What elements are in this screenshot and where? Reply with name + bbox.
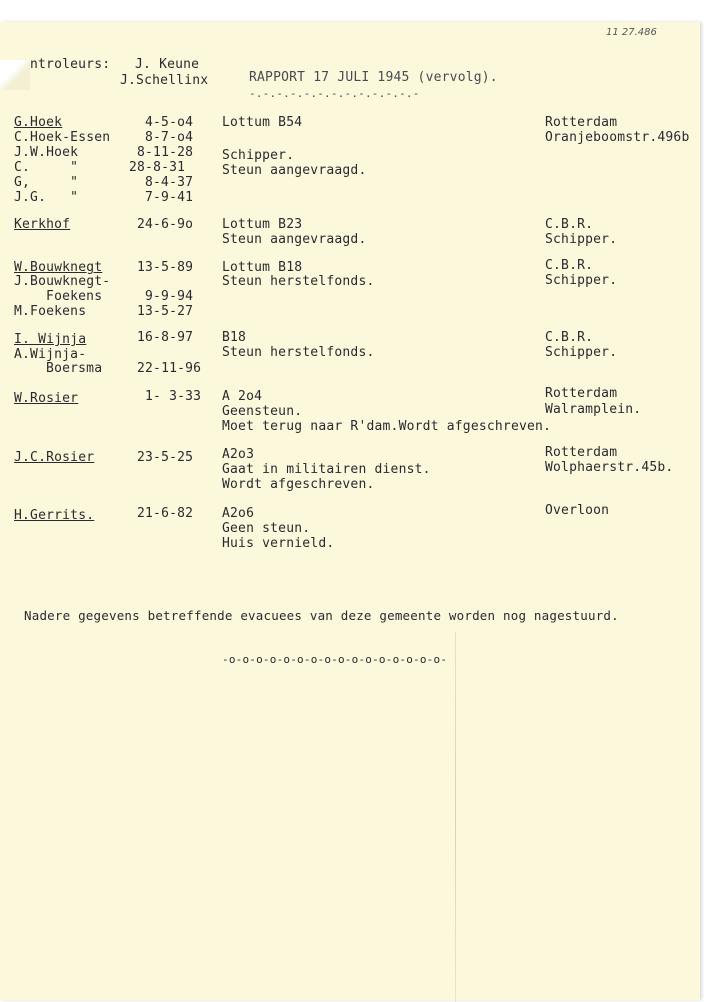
entry-date: 4-5-o4	[145, 115, 194, 130]
entry-location: Wolphaerstr.45b.	[545, 460, 674, 475]
entry-location: Rotterdam	[545, 386, 618, 401]
entry-name: C. "	[14, 160, 79, 175]
entry-date: 23-5-25	[137, 450, 194, 465]
entry-location: Oranjeboomstr.496b	[545, 130, 690, 145]
entry-location: C.B.R.	[545, 217, 594, 232]
entry-location: Schipper.	[545, 345, 618, 360]
entry-info: A 2o4	[222, 389, 263, 404]
footer-rule: -o-o-o-o-o-o-o-o-o-o-o-o-o-o-o-o-	[222, 653, 448, 666]
entry-info: Gaat in militairen dienst.	[222, 462, 431, 477]
entry-name: M.Foekens	[14, 304, 87, 319]
entry-date: 8-4-37	[145, 175, 194, 190]
entry-name: J.C.Rosier	[14, 450, 95, 465]
controller-name-1: J. Keune	[135, 57, 200, 72]
entry-location: Schipper.	[545, 232, 618, 247]
archive-stamp: 11 27.486	[606, 27, 657, 38]
entry-info: B18	[222, 330, 247, 345]
entry-info: Moet terug naar R'dam.Wordt afgeschreven.	[222, 419, 552, 434]
entry-info: Geen steun.	[222, 521, 311, 536]
entry-date: 24-6-9o	[137, 217, 194, 232]
entry-name: Boersma	[30, 361, 103, 376]
entry-location: Schipper.	[545, 273, 618, 288]
entry-date: 9-9-94	[145, 289, 194, 304]
controllers-label: ntroleurs:	[30, 57, 111, 72]
entry-name: G.Hoek	[14, 115, 63, 130]
entry-date: 13-5-27	[137, 304, 194, 319]
entry-info: Lottum B54	[222, 115, 303, 130]
entry-name: I. Wijnja	[14, 332, 87, 347]
entry-name: H.Gerrits.	[14, 508, 95, 523]
entry-date: 16-8-97	[137, 330, 194, 345]
report-title: RAPPORT 17 JULI 1945 (vervolg).	[249, 70, 498, 85]
entry-date: 7-9-41	[145, 190, 194, 205]
entry-name: J.G. "	[14, 190, 79, 205]
entry-location: Rotterdam	[545, 445, 618, 460]
entry-name: J.W.Hoek	[14, 145, 79, 160]
entry-date: 21-6-82	[137, 506, 194, 521]
paper-fold	[0, 60, 30, 90]
entry-info: Steun aangevraagd.	[222, 163, 367, 178]
entry-name: W.Bouwknegt	[14, 260, 103, 275]
entry-date: 22-11-96	[137, 361, 202, 376]
footer-note: Nadere gegevens betreffende evacuees van deze gemeente worden nog nagestuurd.	[24, 608, 619, 623]
entry-name: Foekens	[30, 289, 103, 304]
entry-info: Steun herstelfonds.	[222, 345, 375, 360]
entry-name: W.Rosier	[14, 391, 79, 406]
entry-date: 13-5-89	[137, 260, 194, 275]
entry-info: Huis vernield.	[222, 536, 335, 551]
entry-location: Overloon	[545, 503, 610, 518]
entry-date: 28-8-31	[129, 160, 186, 175]
entry-name: C.Hoek-Essen	[14, 130, 111, 145]
entry-info: Lottum B18	[222, 260, 303, 275]
entry-info: Steun herstelfonds.	[222, 274, 375, 289]
title-rule: -.-.-.-.-.-.-.-.-.-.-.-.-	[249, 87, 420, 100]
controller-name-2: J.Schellinx	[120, 73, 209, 88]
entry-info: Steun aangevraagd.	[222, 232, 367, 247]
entry-info: Lottum B23	[222, 217, 303, 232]
entry-info: Schipper.	[222, 148, 295, 163]
entry-info: A2o6	[222, 506, 255, 521]
entry-location: Rotterdam	[545, 115, 618, 130]
entry-date: 8-7-o4	[145, 130, 194, 145]
entry-location: C.B.R.	[545, 330, 594, 345]
entry-info: Wordt afgeschreven.	[222, 477, 375, 492]
entry-date: 8-11-28	[137, 145, 194, 160]
entry-name: J.Bouwknegt-	[14, 274, 111, 289]
entry-location: C.B.R.	[545, 258, 594, 273]
entry-name: G, "	[14, 175, 79, 190]
entry-location: Walramplein.	[545, 402, 642, 417]
entry-date: 1- 3-33	[145, 389, 202, 404]
entry-info: A2o3	[222, 447, 255, 462]
entry-info: Geensteun.	[222, 404, 303, 419]
entry-name: A.Wijnja-	[14, 347, 87, 362]
entry-name: Kerkhof	[14, 217, 71, 232]
